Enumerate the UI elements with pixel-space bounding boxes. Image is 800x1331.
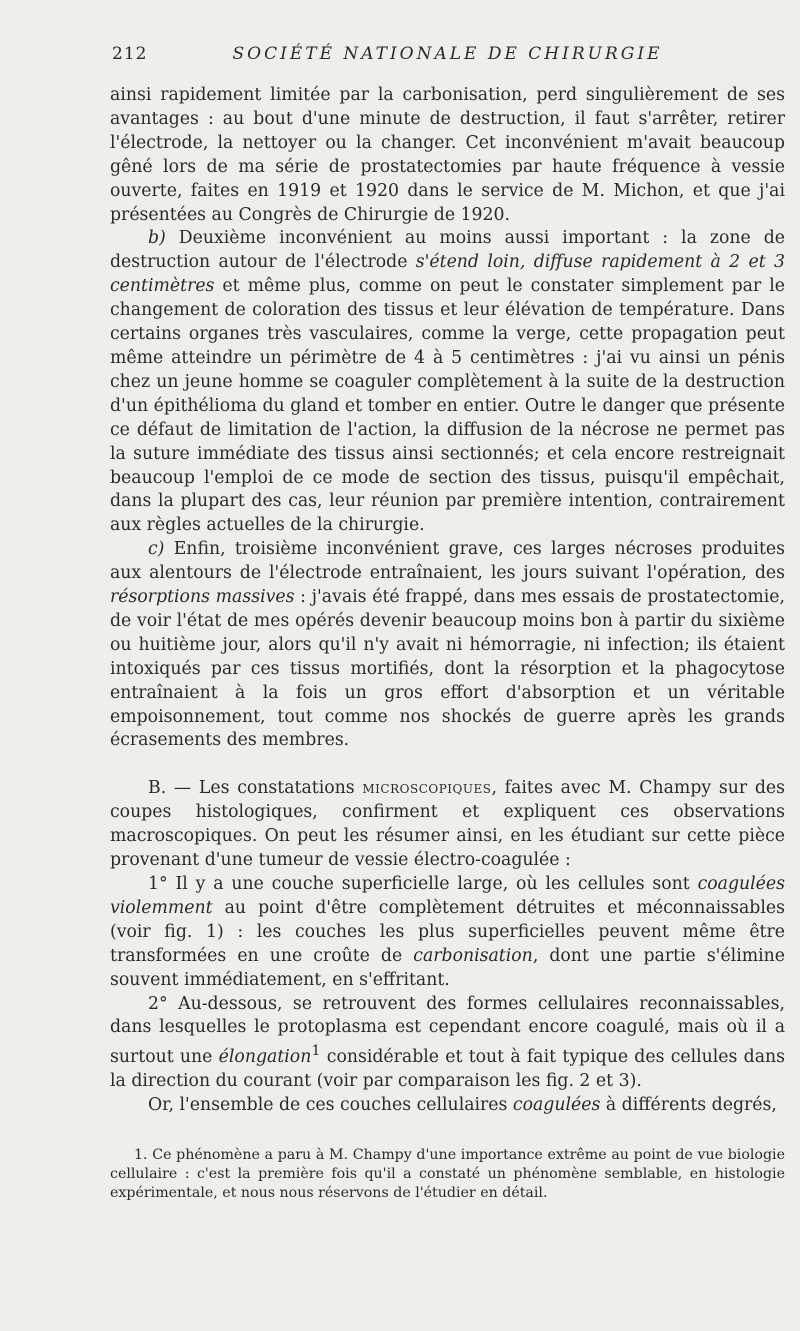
emphasis: résorptions massives <box>110 587 295 608</box>
paragraph-5: 1° Il y a une couche superficielle large, où les cellules sont coagulées violemment au point d'être complètement détruites et méconnaissables (voir fig. 1) : les couches les plus superficielles peuvent même être transformées en une croûte de carbonisation, dont une partie s'élimine souvent immédiatement, en s'effritant. <box>110 874 785 990</box>
paragraph-4: B. — Les constatations microscopiques, faites avec M. Champy sur des coupes histologiques, confirment et expliquent ces observations macroscopiques. On peut les résumer ainsi, en les étudiant sur cette pièce provenant d'une tumeur de vessie électro-coagulée : <box>110 778 785 871</box>
paragraph-1: ainsi rapidement limitée par la carbonisation, perd singulièrement de ses avantages : au bout d'une minute de destruction, il faut s'arrêter, retirer l'électrode, la nettoyer ou la changer. Cet inconvénient m'avait beaucoup gêné lors de ma série de prostatectomies par haute fréquence à vessie ouverte, faites en 1919 et 1920 dans le service de M. Michon, et que j'ai présentées au Congrès de Chirurgie de 1920. <box>110 85 785 225</box>
emphasis: coagulées violemment <box>110 874 785 918</box>
small-caps-term: microscopiques <box>362 778 492 799</box>
emphasis: coagulées <box>512 1094 601 1115</box>
footnote <box>110 1146 785 1203</box>
emphasis: carbonisation <box>413 945 533 966</box>
running-title: SOCIÉTÉ NATIONALE DE CHIRURGIE <box>232 44 663 64</box>
page-number: 212 <box>112 44 148 64</box>
paragraph-7: Or, l'ensemble de ces couches cellulaires coagulées à différents degrés, <box>148 1094 777 1115</box>
footnote-marker: 1 <box>311 1043 321 1060</box>
body-text <box>110 84 785 1118</box>
paragraph-6: 2° Au-dessous, se retrouvent des formes cellulaires reconnaissables, dans lesquelles le protoplasma est cependant encore coagulé, mais où il a surtout une élongation$^1$ considérable et tout à fait typique des cellules dans la direction du courant (voir par comparaison les fig. 2 et 3). <box>110 993 786 1092</box>
footnote-text: 1. Ce phénomène a paru à M. Champy d'une importance extrême au point de vue biologie cellulaire : c'est la première fois qu'il a constaté un phénomène semblable, en histologie expérimentale, et nous nous réservons de l'étudier en détail. <box>110 1147 785 1201</box>
emphasis: s'étend loin, diffuse rapidement à 2 et 3 centimètres <box>110 252 785 297</box>
page-header <box>110 44 785 70</box>
paragraph-2: b) Deuxième inconvénient au moins aussi important : la zone de destruction autour de l'électrode s'étend loin, diffuse rapidement à 2 et 3 centimètres et même plus, comme on peut le constater simplement par le changement de coloration des tissus et leur élévation de température. Dans certains organes très vasculaires, comme la verge, cette propagation peut même atteindre un périmètre de 4 à 5 centimètres : j'ai vu ainsi un pénis chez un jeune homme se coaguler complètement à la suite de la destruction d'un épithélioma du gland et tomber en entier. Outre le danger que présente ce défaut de limitation de l'action, la diffusion de la nécrose ne permet pas la suture immédiate des tissus ainsi sectionnés; et cela encore restreignait beaucoup l'emploi de ce mode de section des tissus, puisqu'il empêchait, dans la plupart des cas, leur réunion par première intention, contrairement aux règles actuelles de la chirurgie. <box>110 228 785 536</box>
paragraph-2-lead: b) <box>148 228 166 249</box>
emphasis: élongation <box>218 1047 312 1068</box>
paragraph-3-lead: c) <box>148 539 165 560</box>
paragraph-3: c) Enfin, troisième inconvénient grave, ces larges nécroses produites aux alentours de l'électrode entraînaient, les jours suivant l'opération, des résorptions massives : j'avais été frappé, dans mes essais de prostatectomie, de voir l'état de mes opérés devenir beaucoup moins bon à partir du sixième ou huitième jour, alors qu'il n'y avait ni hémorragie, ni infection; ils étaient intoxiqués par ces tissus mortifiés, dont la résorption et la phagocytose entraînaient à la fois un gros effort d'absorption et un véritable empoisonnement, tout comme nos shockés de guerre après les grands écrasements des membres. <box>110 539 786 751</box>
